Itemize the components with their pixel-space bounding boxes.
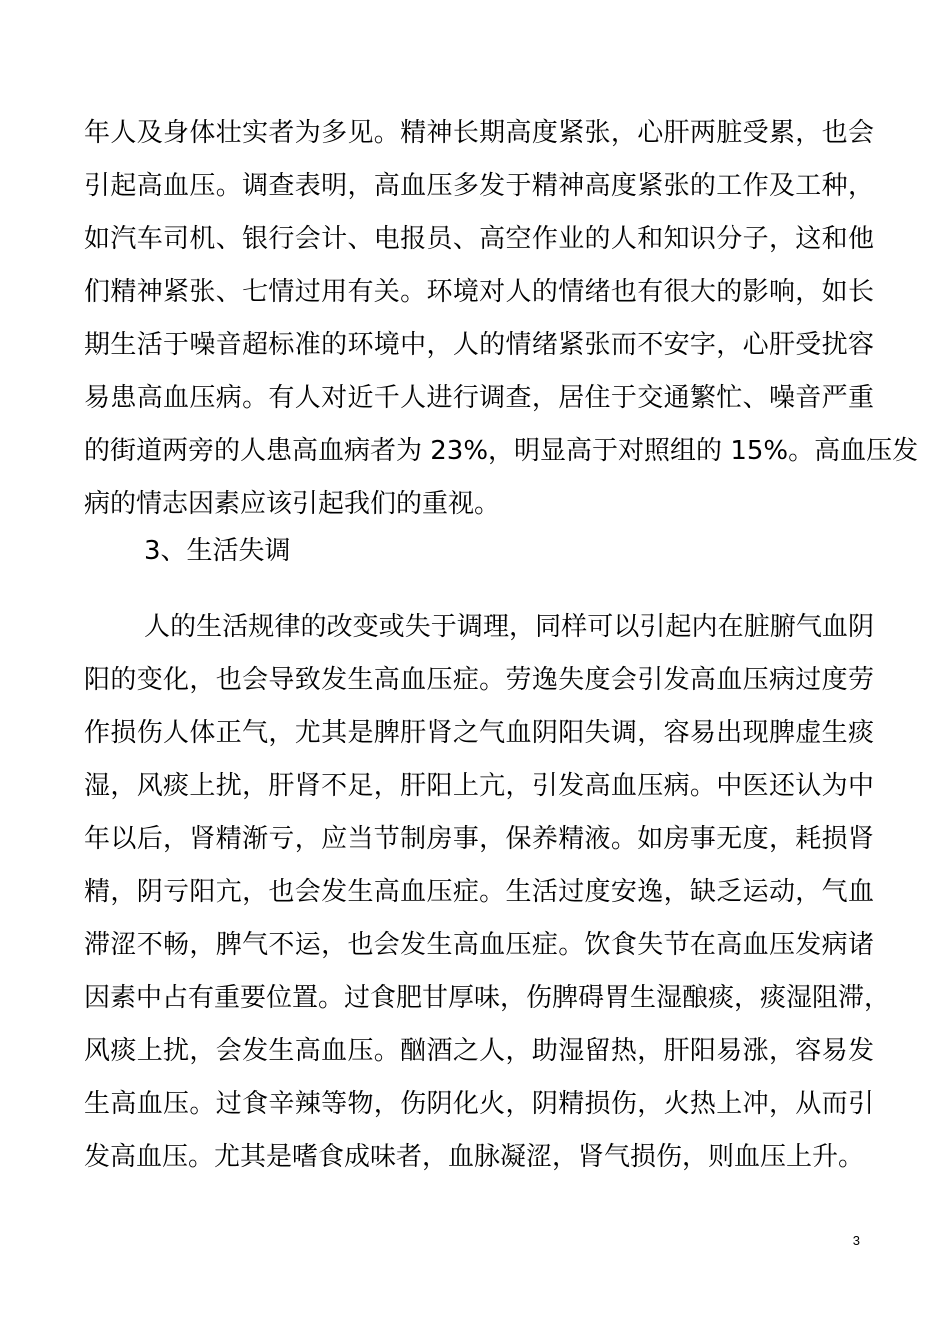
text-line: 的街道两旁的人患高血病者为 23%，明显高于对照组的 15%。高血压发 <box>84 436 919 466</box>
text-line: 期生活于噪音超标准的环境中，人的情绪紧张而不安字，心肝受扰容 <box>84 330 874 360</box>
text-line: 年人及身体壮实者为多见。精神长期高度紧张，心肝两脏受累，也会 <box>84 118 874 148</box>
text-line: 滞涩不畅，脾气不运，也会发生高血压症。饮食失节在高血压发病诸 <box>84 930 874 960</box>
text-line: 湿，风痰上扰，肝肾不足，肝阳上亢，引发高血压病。中医还认为中 <box>84 771 874 801</box>
text-line: 人的生活规律的改变或失于调理，同样可以引起内在脏腑气血阴 <box>144 612 874 642</box>
text-line: 发高血压。尤其是嗜食成味者，血脉凝涩，肾气损伤，则血压上升。 <box>84 1142 865 1172</box>
text-line: 病的情志因素应该引起我们的重视。 <box>84 489 501 519</box>
text-line: 因素中占有重要位置。过食肥甘厚味，伤脾碍胃生湿酿痰，痰湿阻滞， <box>84 983 891 1013</box>
text-line: 易患高血压病。有人对近千人进行调查，居住于交通繁忙、噪音严重 <box>84 383 874 413</box>
section-heading: 3、生活失调 <box>144 536 291 566</box>
text-line: 精，阴亏阳亢，也会发生高血压症。生活过度安逸，缺乏运动，气血 <box>84 877 874 907</box>
text-line: 们精神紧张、七情过用有关。环境对人的情绪也有很大的影响，如长 <box>84 277 874 307</box>
text-line: 引起高血压。调查表明，高血压多发于精神高度紧张的工作及工种， <box>84 171 874 201</box>
text-line: 如汽车司机、银行会计、电报员、高空作业的人和知识分子，这和他 <box>84 224 874 254</box>
text-line: 年以后，肾精渐亏，应当节制房事，保养精液。如房事无度，耗损肾 <box>84 824 874 854</box>
text-line: 作损伤人体正气，尤其是脾肝肾之气血阴阳失调，容易出现脾虚生痰 <box>84 718 874 748</box>
page-number: 3 <box>852 1233 860 1248</box>
text-line: 生高血压。过食辛辣等物，伤阴化火，阴精损伤，火热上冲，从而引 <box>84 1089 874 1119</box>
text-line: 阳的变化，也会导致发生高血压症。劳逸失度会引发高血压病过度劳 <box>84 665 874 695</box>
text-line: 风痰上扰，会发生高血压。酗酒之人，助湿留热，肝阳易涨，容易发 <box>84 1036 874 1066</box>
